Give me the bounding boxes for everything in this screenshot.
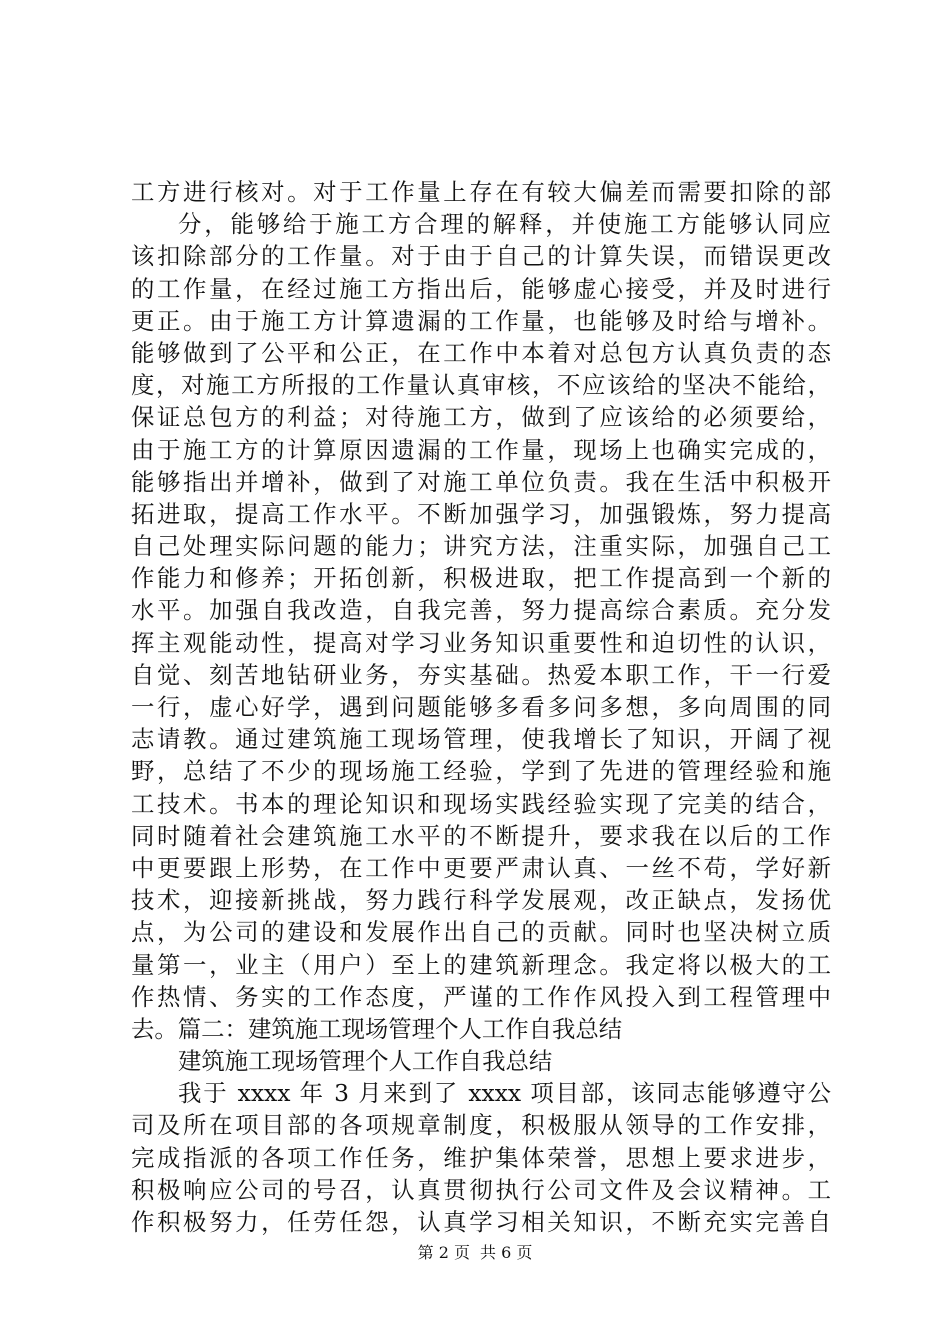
text-line: 我于 xxxx 年 3 月来到了 xxxx 项目部，该同志能够遵守公: [178, 1079, 831, 1108]
text-line: 完成指派的各项工作任务，维护集体荣誉，思想上要求进步，: [131, 1143, 831, 1172]
section-heading: 建筑施工现场管理个人工作自我总结: [178, 1047, 553, 1076]
text-line: 积极响应公司的号召，认真贯彻执行公司文件及会议精神。工: [131, 1175, 831, 1204]
document-body: [131, 176, 831, 1238]
text-line: 度，对施工方所报的工作量认真审核，不应该给的坚决不能给，: [131, 371, 831, 400]
text-line: 工技术。书本的理论知识和现场实践经验实现了完美的结合，: [131, 789, 831, 818]
text-line: 作积极努力，任劳任怨，认真学习相关知识，不断充实完善自: [131, 1208, 831, 1236]
page-total: 共 6 页: [480, 1243, 533, 1262]
text-line: 的工作量，在经过施工方指出后，能够虚心接受，并及时进行: [131, 274, 831, 303]
text-line: 该扣除部分的工作量。对于由于自己的计算失误，而错误更改: [131, 242, 831, 271]
text-line: 点，为公司的建设和发展作出自己的贡献。同时也坚决树立质: [131, 918, 831, 947]
text-line: 自觉、刻苦地钻研业务，夯实基础。热爱本职工作，干一行爱: [131, 660, 831, 689]
text-line: 作热情、务实的工作态度，严谨的工作作风投入到工程管理中: [131, 982, 831, 1011]
text-line: 由于施工方的计算原因遗漏的工作量，现场上也确实完成的，: [131, 435, 831, 464]
page-footer: [0, 1243, 950, 1263]
text-line: 保证总包方的利益；对待施工方，做到了应该给的必须要给，: [131, 403, 831, 432]
text-line: 中更要跟上形势，在工作中更要严肃认真、一丝不苟，学好新: [131, 853, 831, 882]
text-line: 量第一，业主（用户）至上的建筑新理念。我定将以极大的工: [131, 950, 831, 979]
text-line: 工方进行核对。对于工作量上存在有较大偏差而需要扣除的部: [131, 178, 831, 206]
text-line: 挥主观能动性，提高对学习业务知识重要性和迫切性的认识，: [131, 628, 831, 657]
text-line: 技术，迎接新挑战，努力践行科学发展观，改正缺点，发扬优: [131, 886, 831, 915]
text-line: 自己处理实际问题的能力；讲究方法，注重实际，加强自己工: [131, 532, 831, 561]
text-line: 野，总结了不少的现场施工经验，学到了先进的管理经验和施: [131, 757, 831, 786]
text-line: 作能力和修养；开拓创新，积极进取，把工作提高到一个新的: [131, 564, 831, 593]
text-line: 同时随着社会建筑施工水平的不断提升，要求我在以后的工作: [131, 821, 831, 850]
text-line: 水平。加强自我改造，自我完善，努力提高综合素质。充分发: [131, 596, 831, 625]
page-number: 第 2 页: [417, 1243, 470, 1262]
text-line: 拓进取，提高工作水平。不断加强学习，加强锻炼，努力提高: [131, 499, 831, 528]
text-line: 能够做到了公平和公正，在工作中本着对总包方认真负责的态: [131, 338, 831, 367]
text-line: 更正。由于施工方计算遗漏的工作量，也能够及时给与增补。: [131, 306, 831, 335]
text-line: 能够指出并增补，做到了对施工单位负责。我在生活中积极开: [131, 467, 831, 496]
text-line: 司及所在项目部的各项规章制度，积极服从领导的工作安排，: [131, 1111, 831, 1140]
text-line: 志请教。通过建筑施工现场管理，使我增长了知识，开阔了视: [131, 725, 831, 754]
text-line: 去。篇二：建筑施工现场管理个人工作自我总结: [131, 1014, 623, 1043]
text-line: 一行，虚心好学，遇到问题能够多看多问多想，多向周围的同: [131, 693, 831, 721]
text-line: 分，能够给于施工方合理的解释，并使施工方能够认同应: [178, 210, 831, 239]
